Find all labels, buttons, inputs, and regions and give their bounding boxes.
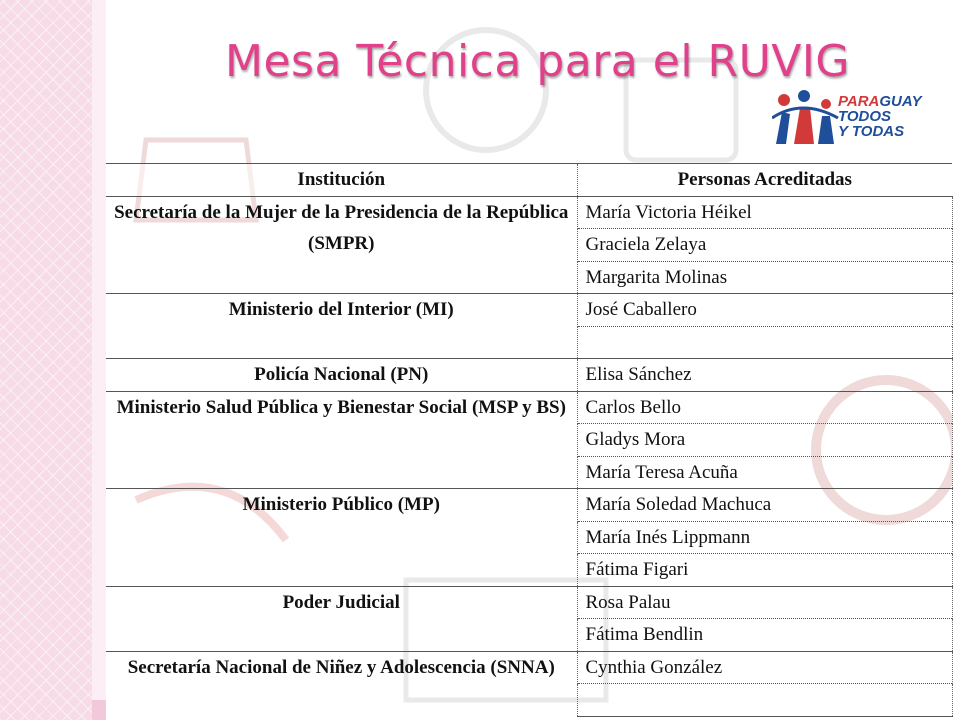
table-body: [106, 196, 952, 716]
person-cell: Gladys Mora: [577, 424, 952, 457]
institution-cell: Secretaría Nacional de Niñez y Adolescencia (SNNA): [106, 651, 577, 716]
person-cell: Graciela Zelaya: [577, 229, 952, 262]
institution-cell: Poder Judicial: [106, 586, 577, 651]
person-cell: María Teresa Acuña: [577, 456, 952, 489]
institution-cell: Policía Nacional (PN): [106, 359, 577, 392]
table-header-row: [106, 164, 952, 197]
person-cell: María Victoria Héikel: [577, 196, 952, 229]
decorative-pink-edge: [92, 0, 106, 720]
person-cell: Margarita Molinas: [577, 261, 952, 294]
logo-y-todas: Y TODAS: [838, 123, 905, 140]
institution-cell: Ministerio Salud Pública y Bienestar Social (MSP y BS): [106, 391, 577, 489]
person-cell: María Soledad Machuca: [577, 489, 952, 522]
person-cell: Rosa Palau: [577, 586, 952, 619]
person-cell: Fátima Figari: [577, 554, 952, 587]
person-cell: [577, 684, 952, 717]
table-row: [106, 359, 952, 392]
table-row: [106, 489, 952, 522]
institution-cell: Ministerio Público (MP): [106, 489, 577, 587]
logo-guay: GUAY: [879, 93, 922, 110]
person-cell: Cynthia González: [577, 651, 952, 684]
table-row: [106, 196, 952, 229]
table-row: [106, 294, 952, 327]
decorative-pink-strip: [0, 0, 92, 720]
person-cell: Fátima Bendlin: [577, 619, 952, 652]
header-persons: Personas Acreditadas: [577, 164, 952, 197]
family-figures-icon: [772, 88, 842, 148]
person-cell: [577, 326, 952, 359]
header-institution: Institución: [106, 164, 577, 197]
person-cell: José Caballero: [577, 294, 952, 327]
institution-cell: Ministerio del Interior (MI): [106, 294, 577, 359]
page-title: Mesa Técnica para el RUVIG: [225, 36, 850, 87]
logo-todos: TODOS: [838, 108, 892, 125]
logo-wordmark: [838, 94, 922, 139]
table-row: [106, 651, 952, 684]
decorative-pink-notch: [92, 700, 106, 720]
table-row: [106, 391, 952, 424]
person-cell: María Inés Lippmann: [577, 521, 952, 554]
person-cell: Carlos Bello: [577, 391, 952, 424]
accredited-persons-table: [106, 163, 953, 717]
institution-cell: Secretaría de la Mujer de la Presidencia de la República (SMPR): [106, 196, 577, 294]
table-row: [106, 586, 952, 619]
logo-para: PARA: [838, 93, 880, 110]
person-cell: Elisa Sánchez: [577, 359, 952, 392]
